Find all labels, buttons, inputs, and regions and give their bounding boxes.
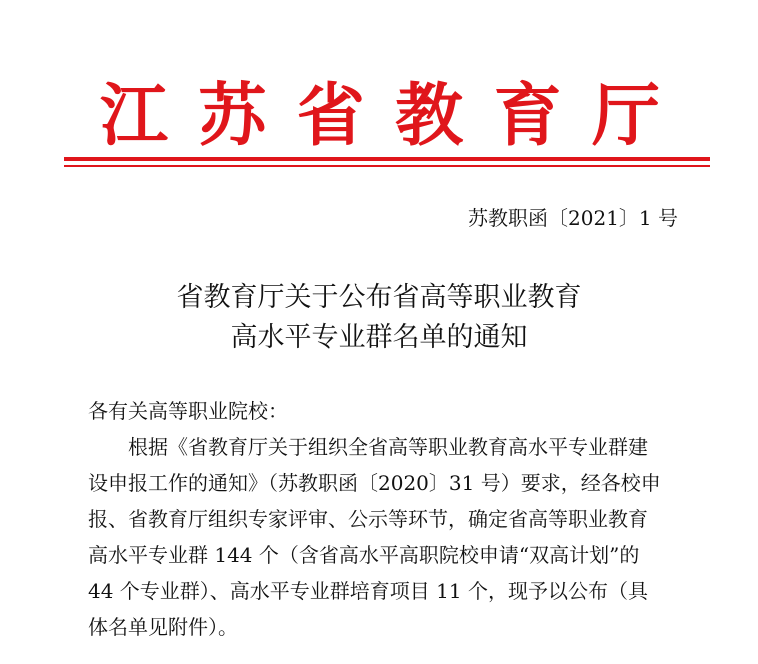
addressee: 各有关高等职业院校： bbox=[88, 399, 288, 423]
masthead-char: 江 bbox=[100, 76, 169, 156]
title-line-1: 省教育厅关于公布省高等职业教育 bbox=[176, 282, 582, 313]
masthead-char: 厅 bbox=[591, 76, 660, 156]
document-body bbox=[88, 393, 688, 645]
issuing-authority-masthead bbox=[100, 76, 660, 156]
paragraph-line: 根据《省教育厅关于组织全省高等职业教育高水平专业群建 bbox=[128, 435, 648, 459]
red-header-rule-thin bbox=[64, 165, 710, 167]
masthead-char: 育 bbox=[493, 76, 562, 156]
document-title bbox=[0, 278, 758, 358]
paragraph-line: 设申报工作的通知》（苏教职函〔2020〕31 号）要求，经各校申 bbox=[88, 471, 661, 495]
masthead-char: 教 bbox=[395, 76, 464, 156]
paragraph-line: 体名单见附件）。 bbox=[88, 615, 238, 639]
paragraph-line: 44 个专业群）、高水平专业群培育项目 11 个，现予以公布（具 bbox=[88, 579, 648, 603]
title-line-2: 高水平专业群名单的通知 bbox=[230, 322, 528, 353]
document-number: 苏教职函〔2021〕1 号 bbox=[468, 206, 678, 230]
paragraph-line: 高水平专业群 144 个（含省高水平高职院校申请“双高计划”的 bbox=[88, 543, 640, 567]
masthead-char: 苏 bbox=[198, 76, 267, 156]
red-header-rule-thick bbox=[64, 157, 710, 161]
body-paragraph bbox=[88, 429, 688, 645]
paragraph-line: 报、省教育厅组织专家评审、公示等环节，确定省高等职业教育 bbox=[88, 507, 648, 531]
masthead-char: 省 bbox=[296, 76, 365, 156]
